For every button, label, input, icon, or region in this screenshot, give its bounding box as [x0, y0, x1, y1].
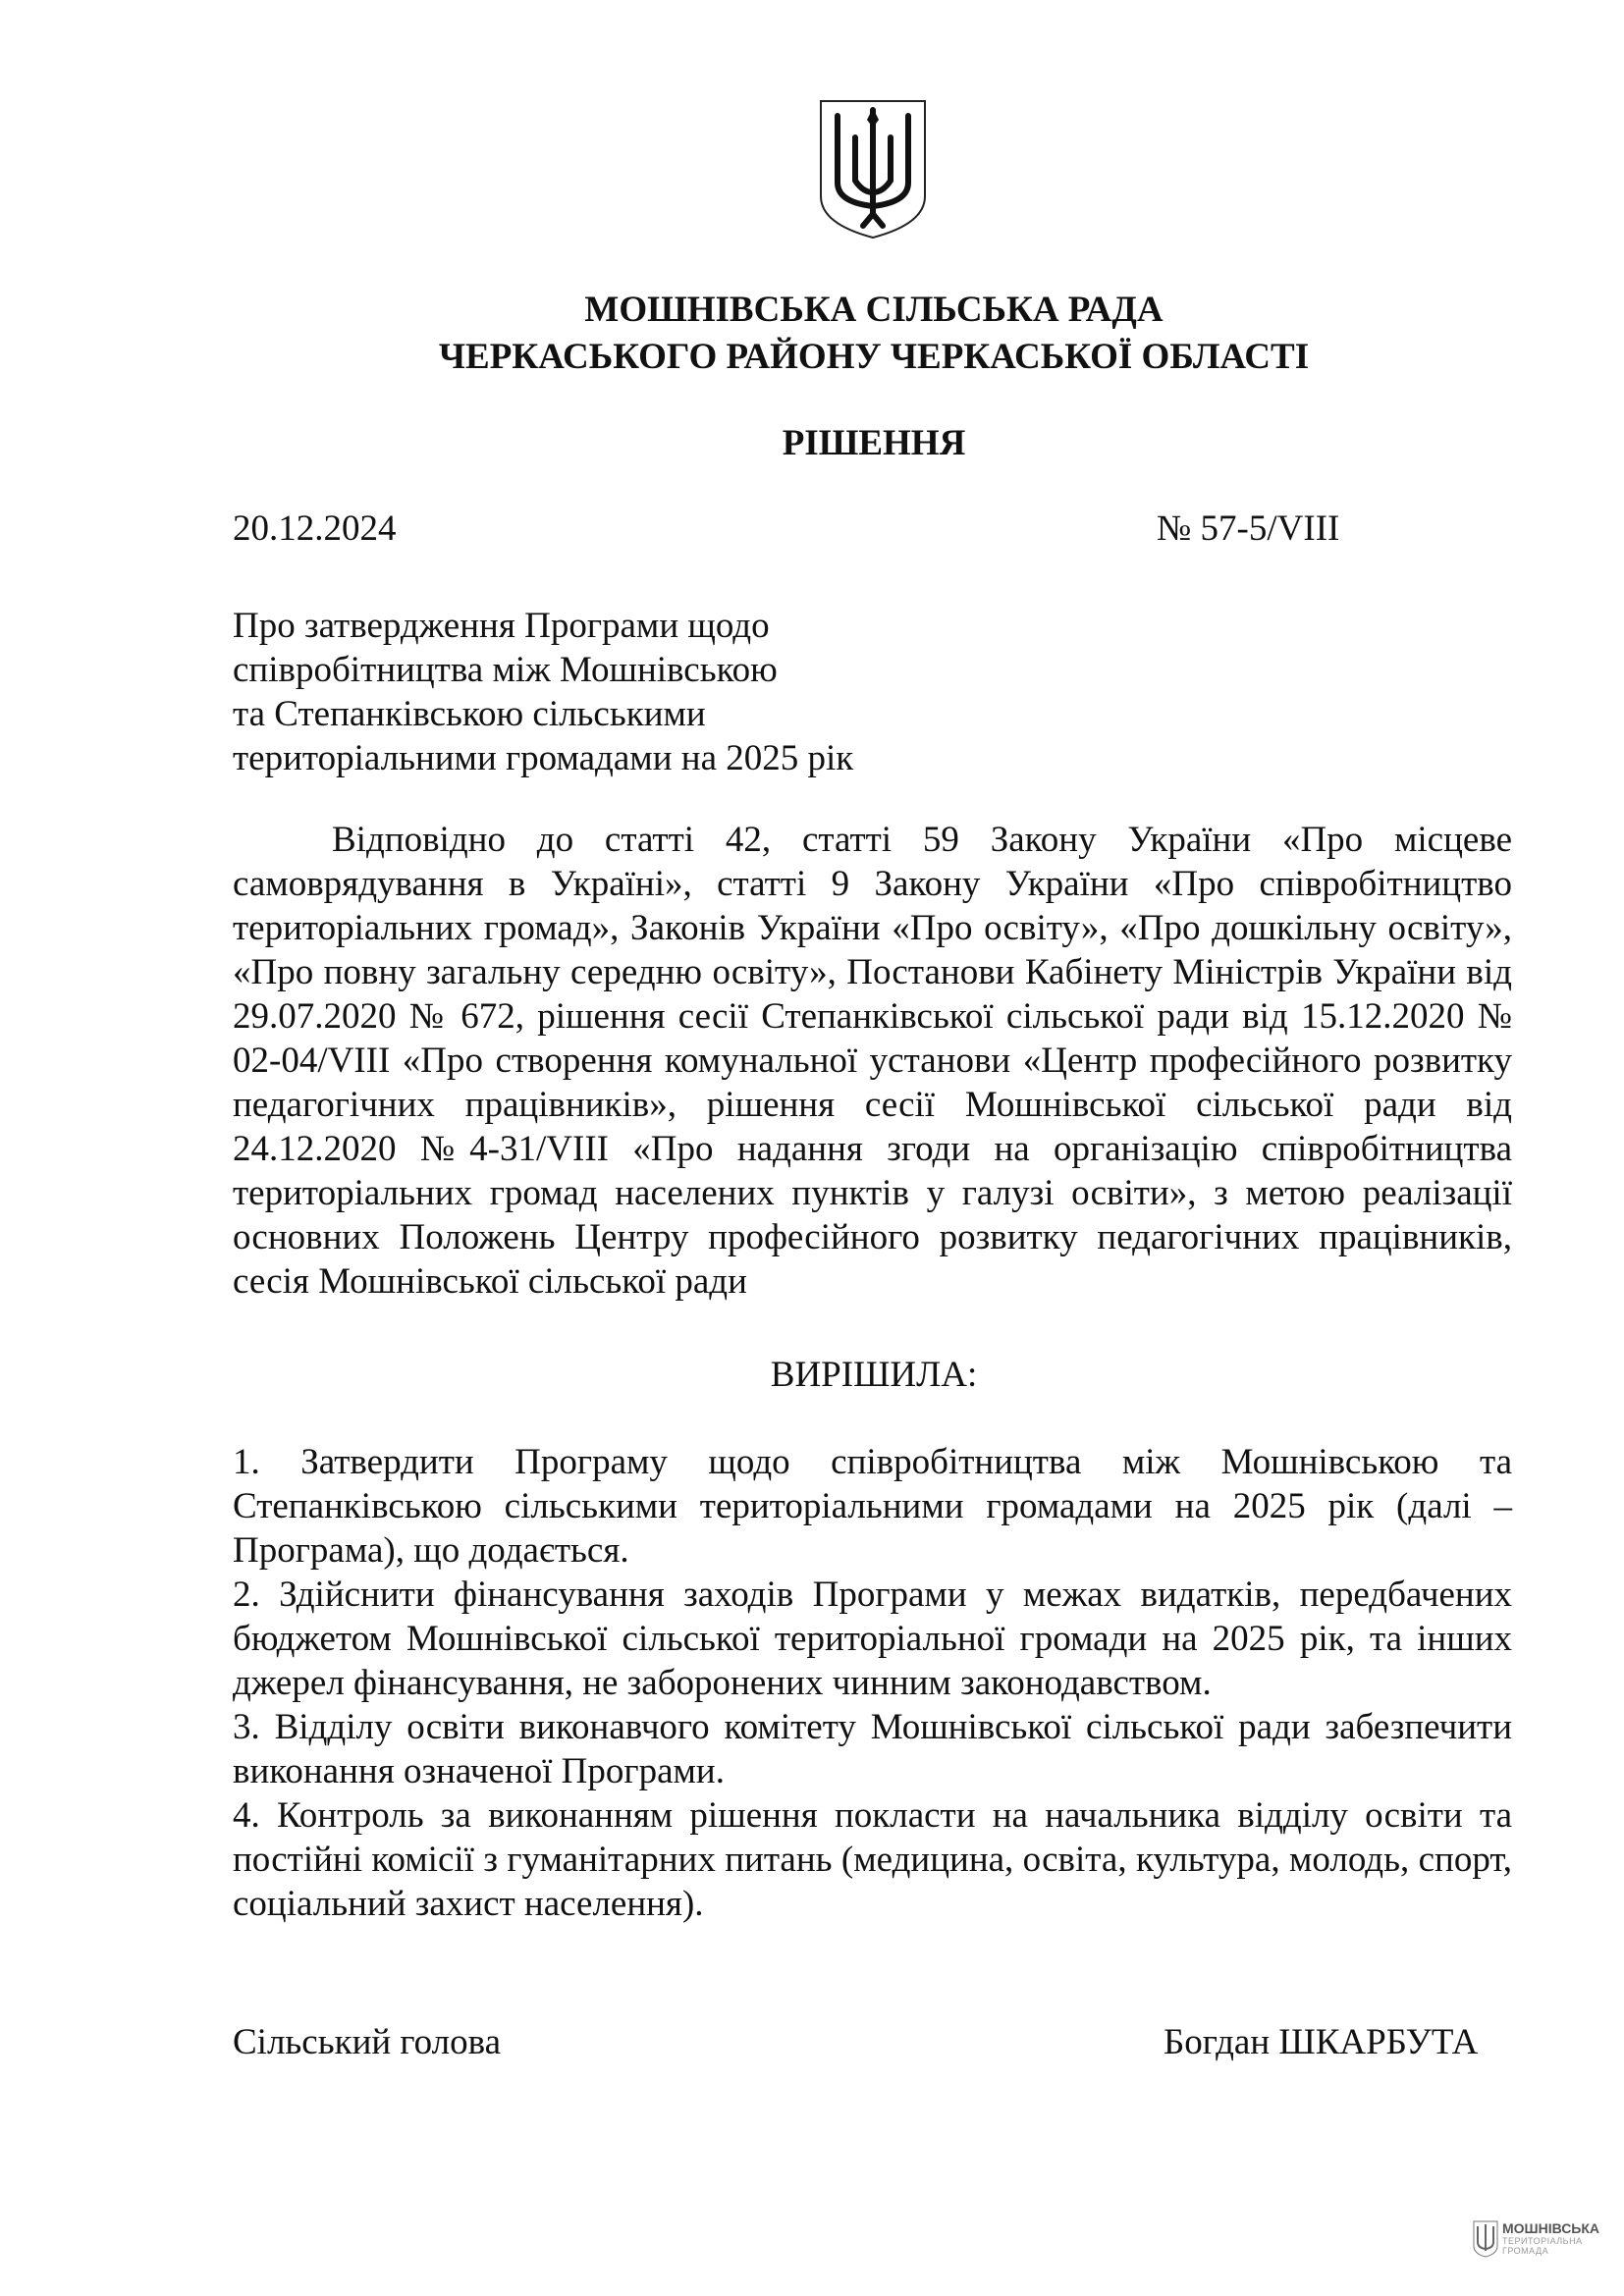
resolution-points	[233, 1440, 1512, 1926]
subject-line: Про затвердження Програми щодо	[233, 606, 770, 646]
document-type: РІШЕННЯ	[782, 423, 966, 463]
resolution-point: 4. Контроль за виконанням рішення покласти на начальника відділу освіти та постійні комісії з гуманітарних питань (медицина, освіта, культура, молодь, спорт, соціальний захист населення).	[233, 1795, 1512, 1924]
organization-line-2: ЧЕРКАСЬКОГО РАЙОНУ ЧЕРКАСЬКОЇ ОБЛАСТІ	[438, 337, 1310, 377]
resolution-point: 2. Здійснити фінансування заходів Програми у межах видатків, передбачених бюджетом Мошнівської сільської територіальної громади на 2025 рік, та інших джерел фінансування, не заборонених чинним законодавством.	[233, 1575, 1512, 1703]
organization-line-1: МОШНІВСЬКА СІЛЬСЬКА РАДА	[584, 290, 1164, 330]
resolution-point: 1. Затвердити Програму щодо співробітництва між Мошнівською та Степанківською сільськими територіальними громадами на 2025 рік (далі – Програма), що додається.	[233, 1442, 1512, 1571]
document-date: 20.12.2024	[233, 508, 397, 549]
subject-line: територіальними громадами на 2025 рік	[233, 738, 854, 778]
signature-role: Сільський голова	[233, 2022, 502, 2062]
signature-name: Богдан ШКАРБУТА	[1164, 2022, 1479, 2062]
watermark-line-3: ГРОМАДА	[1502, 2246, 1549, 2256]
community-watermark	[1473, 2220, 1610, 2258]
preamble-paragraph: Відповідно до статті 42, статті 59 Закону України «Про місцеве самоврядування в Україні», статті 9 Закону України «Про співробітництво територіальних громад», Законів України «Про освіту», «Про дошкільну освіту», «Про повну загальну середню освіту», Постанови Кабінету Міністрів України від 29.07.2020 № 672, рішення сесії Степанківської сільської ради від 15.12.2020 № 02-04/VIII «Про створення комунальної установи «Центр професійного розвитку педагогічних працівників», рішення сесії Мошнівської сільської ради від 24.12.2020 №4-31/VIII «Про надання згоди на організацію співробітництва територіальних громад населених пунктів у галузі освіти», з метою реалізації основних Положень Центру професійного розвитку педагогічних працівників, сесія Мошнівської сільської ради	[233, 820, 1512, 1302]
tryzub-icon	[1473, 2220, 1498, 2258]
subject-line: та Степанківською сільськими	[233, 694, 706, 734]
resolution-point: 3. Відділу освіти виконавчого комітету Мошнівської сільської ради забезпечити виконання означеної Програми.	[233, 1707, 1512, 1791]
document-number: № 57-5/VIII	[1157, 508, 1340, 549]
subject-line: співробітництва між Мошнівською	[233, 650, 778, 690]
tryzub-icon	[818, 98, 928, 240]
resolved-heading: ВИРІШИЛА:	[770, 1355, 978, 1395]
watermark-line-1: МОШНІВСЬКА	[1502, 2220, 1600, 2236]
organization-name	[0, 287, 1624, 381]
document-subject	[233, 604, 853, 780]
watermark-line-2: ТЕРИТОРІАЛЬНА	[1502, 2236, 1583, 2246]
